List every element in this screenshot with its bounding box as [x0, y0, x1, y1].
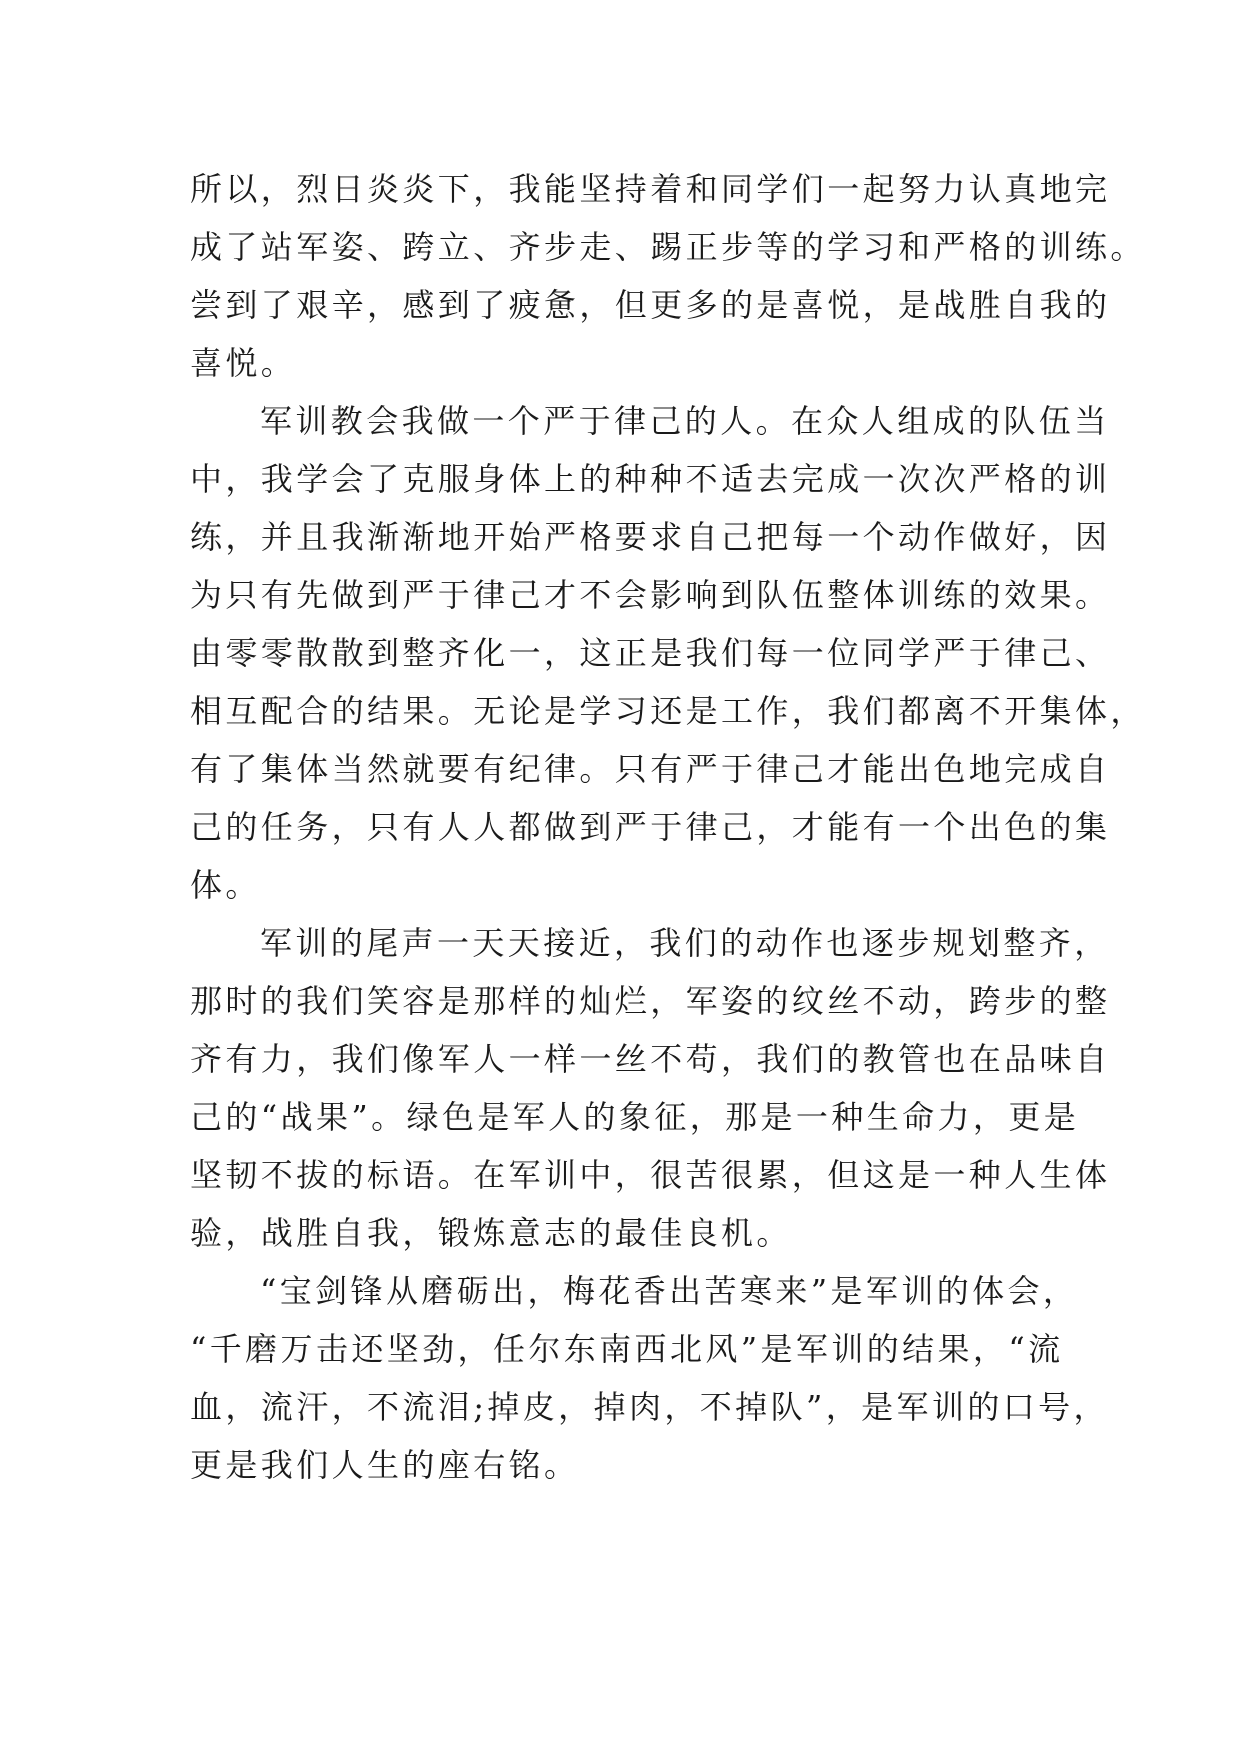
text-line: 成了站军姿、跨立、齐步走、踢正步等的学习和严格的训练。 [190, 228, 1146, 266]
text-line: 血，流汗，不流泪;掉皮，掉肉，不掉队”，是军训的口号， [190, 1388, 1109, 1426]
text-line: 相互配合的结果。无论是学习还是工作，我们都离不开集体， [190, 692, 1146, 730]
text-line: 那时的我们笑容是那样的灿烂，军姿的纹丝不动，跨步的整 [190, 982, 1111, 1020]
text-line: 军训教会我做一个严于律己的人。在众人组成的队伍当 [260, 402, 1110, 440]
text-line: 齐有力，我们像军人一样一丝不苟，我们的教管也在品味自 [190, 1040, 1111, 1078]
body-text [190, 160, 1146, 1494]
text-line: “千磨万击还坚劲，任尔东南西北风”是军训的结果，“流 [190, 1330, 1064, 1368]
text-line: “宝剑锋从磨砺出，梅花香出苦寒来”是军训的体会， [260, 1272, 1079, 1310]
paragraph-2 [190, 392, 1146, 914]
text-line: 练，并且我渐渐地开始严格要求自己把每一个动作做好，因 [190, 518, 1111, 556]
text-line: 己的任务，只有人人都做到严于律己，才能有一个出色的集 [190, 808, 1111, 846]
text-line: 验，战胜自我，锻炼意志的最佳良机。 [190, 1214, 792, 1252]
text-line: 喜悦。 [190, 344, 297, 382]
text-line: 有了集体当然就要有纪律。只有严于律己才能出色地完成自 [190, 750, 1111, 788]
text-line: 由零零散散到整齐化一，这正是我们每一位同学严于律己、 [190, 634, 1111, 672]
text-line: 坚韧不拔的标语。在军训中，很苦很累，但这是一种人生体 [190, 1156, 1111, 1194]
text-line: 己的“战果”。绿色是军人的象征，那是一种生命力，更是 [190, 1098, 1080, 1136]
text-line: 为只有先做到严于律己才不会影响到队伍整体训练的效果。 [190, 576, 1111, 614]
paragraph-3 [190, 914, 1111, 1262]
paragraph-4 [190, 1262, 1109, 1494]
text-line: 军训的尾声一天天接近，我们的动作也逐步规划整齐， [260, 924, 1110, 962]
text-line: 中，我学会了克服身体上的种种不适去完成一次次严格的训 [190, 460, 1111, 498]
text-line: 所以，烈日炎炎下，我能坚持着和同学们一起努力认真地完 [190, 170, 1111, 208]
text-line: 尝到了艰辛，感到了疲惫，但更多的是喜悦，是战胜自我的 [190, 286, 1111, 324]
text-line: 体。 [190, 866, 261, 904]
paragraph-1 [190, 160, 1146, 392]
text-line: 更是我们人生的座右铭。 [190, 1446, 580, 1484]
